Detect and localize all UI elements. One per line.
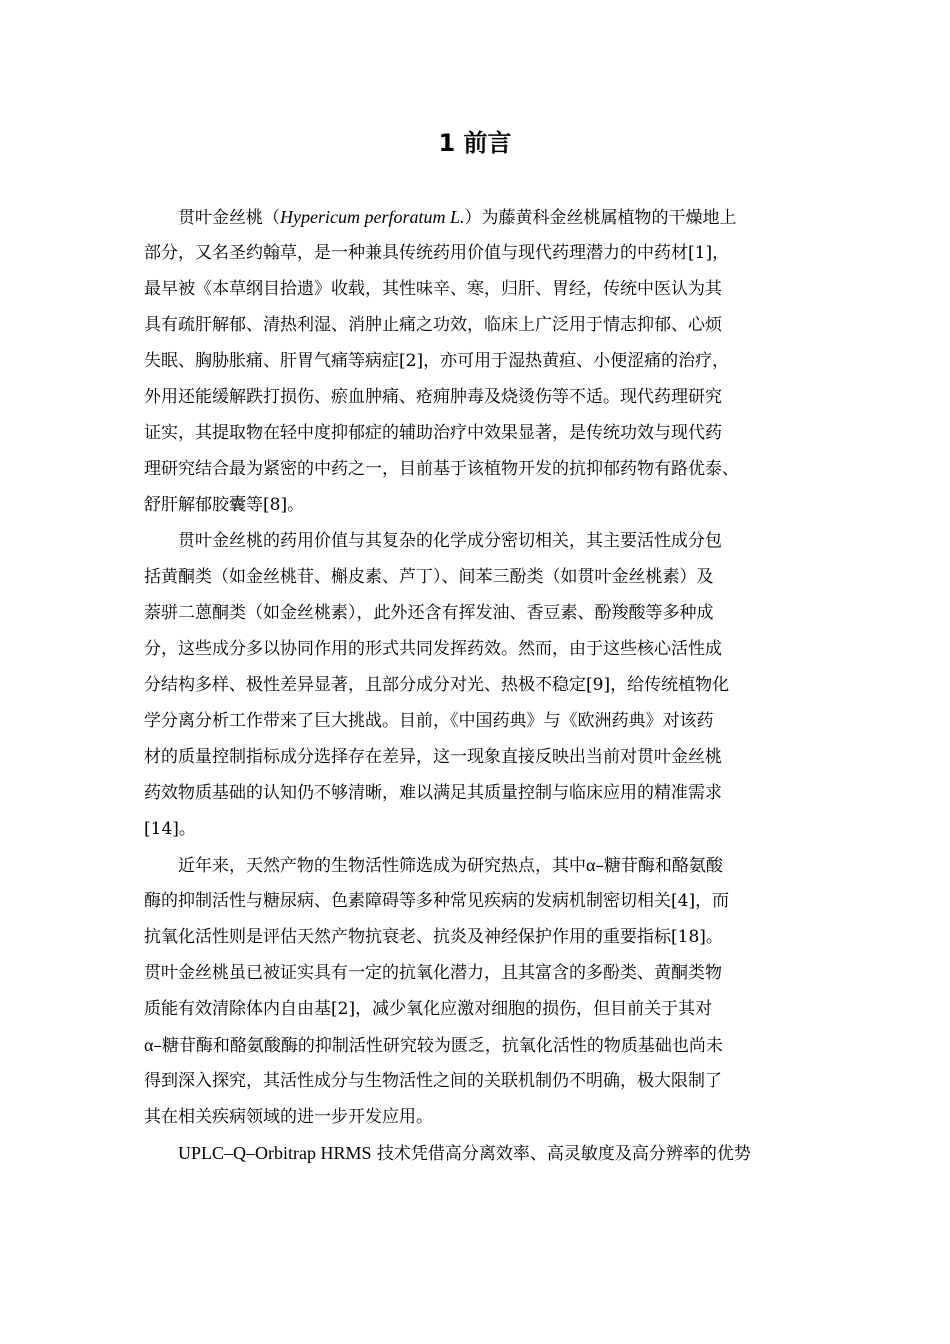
- text-line: 药效物质基础的认知仍不够清晰，难以满足其质量控制与临床应用的精准需求: [144, 783, 722, 803]
- paragraph-2: [144, 523, 816, 847]
- text-line: 证实，其提取物在轻中度抑郁症的辅助治疗中效果显著，是传统功效与现代药: [144, 423, 722, 443]
- paragraph-1: [144, 199, 816, 523]
- text-segment: –糖苷酶和酪氨酸酶的抑制活性研究较为匮乏，抗氧化活性的物质基础也尚未: [153, 1036, 723, 1056]
- text-line: 酶的抑制活性与糖尿病、色素障碍等多种常见疾病的发病机制密切相关[4]，而: [144, 891, 730, 911]
- text-line: 外用还能缓解跌打损伤、瘀血肿痛、疮痈肿毒及烧烫伤等不适。现代药理研究: [144, 387, 722, 407]
- greek-symbol: α: [586, 855, 596, 875]
- text-line: 抗氧化活性则是评估天然产物抗衰老、抗炎及神经保护作用的重要指标[18]。: [144, 927, 723, 947]
- text-line: 失眠、胸胁胀痛、肝胃气痛等病症[2]，亦可用于湿热黄疸、小便涩痛的治疗，: [144, 351, 730, 371]
- text-line: 得到深入探究，其活性成分与生物活性之间的关联机制仍不明确，极大限制了: [144, 1071, 722, 1091]
- text-line: 分结构多样、极性差异显著，且部分成分对光、热极不稳定[9]，给传统植物化: [144, 675, 730, 695]
- text-line: 贯叶金丝桃的药用价值与其复杂的化学成分密切相关，其主要活性成分包: [178, 531, 722, 551]
- text-line: 最早被《本草纲目拾遗》收载，其性味辛、寒，归肝、胃经，传统中医认为其: [144, 279, 722, 299]
- text-segment: 贯叶金丝桃（: [178, 208, 280, 228]
- text-line: 括黄酮类（如金丝桃苷、槲皮素、芦丁）、间苯三酚类（如贯叶金丝桃素）及: [144, 567, 714, 587]
- text-line: [144, 1135, 816, 1171]
- body-text: [144, 199, 816, 1171]
- text-segment: –糖苷酶和酪氨酸: [595, 856, 723, 876]
- text-line: 贯叶金丝桃虽已被证实具有一定的抗氧化潜力，且其富含的多酚类、黄酮类物: [144, 963, 722, 983]
- text-line: 部分，又名圣约翰草，是一种兼具传统药用价值与现代药理潜力的中药材[1]，: [144, 243, 730, 263]
- text-line: 萘骈二蒽酮类（如金丝桃素），此外还含有挥发油、香豆素、酚羧酸等多种成: [144, 603, 714, 623]
- text-line: 舒肝解郁胶囊等[8]。: [144, 495, 305, 515]
- text-line: 材的质量控制指标成分选择存在差异，这一现象直接反映出当前对贯叶金丝桃: [144, 747, 722, 767]
- text-segment: 技术凭借高分离效率、高灵敏度及高分辨率的优势: [371, 1144, 751, 1164]
- latin-name: Hypericum perforatum L.: [280, 207, 465, 227]
- section-heading: 1 前言: [438, 129, 512, 157]
- paragraph-3: [144, 847, 816, 1135]
- text-line: [14]。: [144, 819, 196, 839]
- text-line: [144, 199, 816, 235]
- paragraph-4: [144, 1135, 816, 1171]
- text-line: 学分离分析工作带来了巨大挑战。目前，《中国药典》与《欧洲药典》对该药: [144, 711, 714, 731]
- text-segment: 近年来，天然产物的生物活性筛选成为研究热点，其中: [178, 856, 586, 876]
- text-line: 质能有效清除体内自由基[2]，减少氧化应激对细胞的损伤，但目前关于其对: [144, 999, 713, 1019]
- text-line: 分，这些成分多以协同作用的形式共同发挥药效。然而，由于这些核心活性成: [144, 639, 722, 659]
- text-line: 其在相关疾病领域的进一步开发应用。: [144, 1107, 433, 1127]
- text-line: 理研究结合最为紧密的中药之一，目前基于该植物开发的抗抑郁药物有路优泰、: [144, 459, 739, 479]
- text-line: [144, 1027, 816, 1063]
- text-line: [144, 847, 816, 883]
- text-segment: ）为藤黄科金丝桃属植物的干燥地上: [464, 208, 737, 228]
- technique-name: UPLC–Q–Orbitrap HRMS: [178, 1143, 372, 1163]
- text-line: 具有疏肝解郁、清热利湿、消肿止痛之功效，临床上广泛用于情志抑郁、心烦: [144, 315, 722, 335]
- greek-symbol: α: [144, 1035, 154, 1055]
